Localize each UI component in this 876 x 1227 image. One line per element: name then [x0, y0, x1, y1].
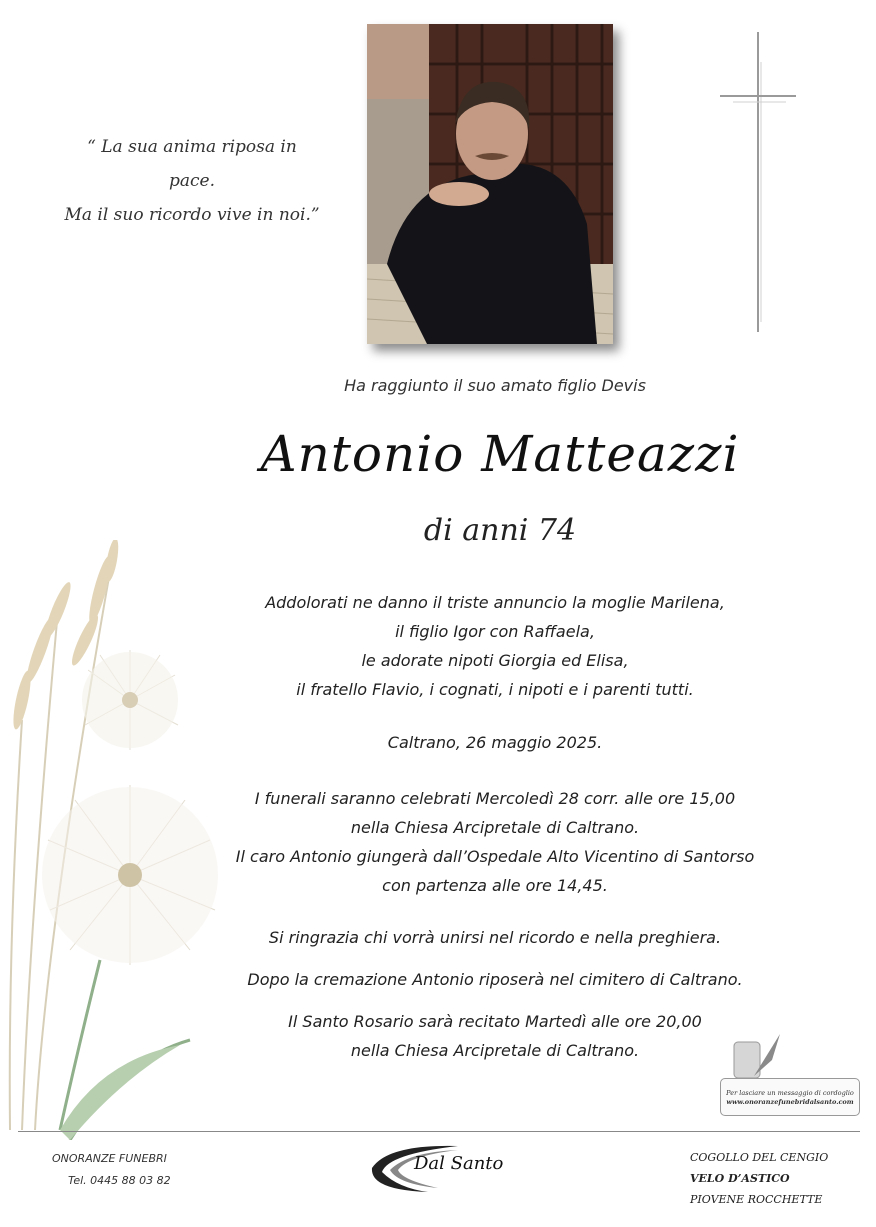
funeral-line: con partenza alle ore 14,45.	[382, 876, 608, 895]
quote-line-1: “ La sua anima riposa in pace.	[87, 137, 297, 191]
portrait-image	[367, 24, 613, 344]
deceased-age: di anni 74	[423, 513, 577, 548]
condolence-box[interactable]	[720, 1078, 860, 1116]
rosary-line: Il Santo Rosario sarà recitato Martedì alle ore 20,00	[288, 1012, 702, 1031]
location-3: PIOVENE ROCCHETTE	[690, 1193, 823, 1206]
scroll-quill-icon	[728, 1030, 788, 1085]
funeral-line: I funerali saranno celebrati Mercoledì 28 corr. alle ore 15,00	[254, 789, 736, 808]
dal-santo-logo	[368, 1138, 518, 1198]
condolence-url[interactable]: www.onoranzefunebridalsanto.com	[726, 1098, 854, 1106]
condolence-text: Per lasciare un messaggio di cordoglio	[726, 1089, 854, 1097]
footer-company	[52, 1148, 252, 1192]
thanks-line: Si ringrazia chi vorrà unirsi nel ricordo e nella preghiera.	[268, 928, 722, 947]
location-2: VELO D’ASTICO	[690, 1172, 790, 1185]
dandelion-wheat-decoration	[0, 540, 240, 1140]
announcement-line: Addolorati ne danno il triste annuncio la moglie Marilena,	[265, 593, 725, 612]
deceased-name: Antonio Matteazzi	[260, 425, 740, 483]
portrait-photo	[367, 24, 613, 344]
intro-line: Ha raggiunto il suo amato figlio Devis	[344, 376, 646, 395]
announcement-line: il figlio Igor con Raffaela,	[395, 622, 595, 641]
logo-text: Dal Santo	[414, 1153, 504, 1174]
funeral-block	[220, 784, 770, 900]
footer-company-title: ONORANZE FUNEBRI	[52, 1152, 167, 1165]
announcement-block	[220, 588, 770, 704]
funeral-line: nella Chiesa Arcipretale di Caltrano.	[350, 818, 640, 837]
cross-icon	[718, 32, 798, 332]
rosary-block	[220, 1007, 770, 1065]
footer-divider	[18, 1131, 860, 1132]
announcement-line: le adorate nipoti Giorgia ed Elisa,	[361, 651, 629, 670]
quote-line-2: Ma il suo ricordo vive in noi.”	[64, 205, 320, 225]
place-date: Caltrano, 26 maggio 2025.	[387, 733, 603, 752]
condolence-link[interactable]	[720, 1030, 862, 1118]
footer-locations	[690, 1147, 870, 1210]
cremation-line: Dopo la cremazione Antonio riposerà nel cimitero di Caltrano.	[247, 970, 743, 989]
memorial-quote	[62, 130, 322, 232]
funeral-line: Il caro Antonio giungerà dall’Ospedale Alto Vicentino di Santorso	[235, 847, 755, 866]
announcement-line: il fratello Flavio, i cognati, i nipoti e i parenti tutti.	[296, 680, 694, 699]
location-1: COGOLLO DEL CENGIO	[690, 1151, 829, 1164]
rosary-line: nella Chiesa Arcipretale di Caltrano.	[350, 1041, 640, 1060]
footer-phone: Tel. 0445 88 03 82	[68, 1174, 171, 1187]
